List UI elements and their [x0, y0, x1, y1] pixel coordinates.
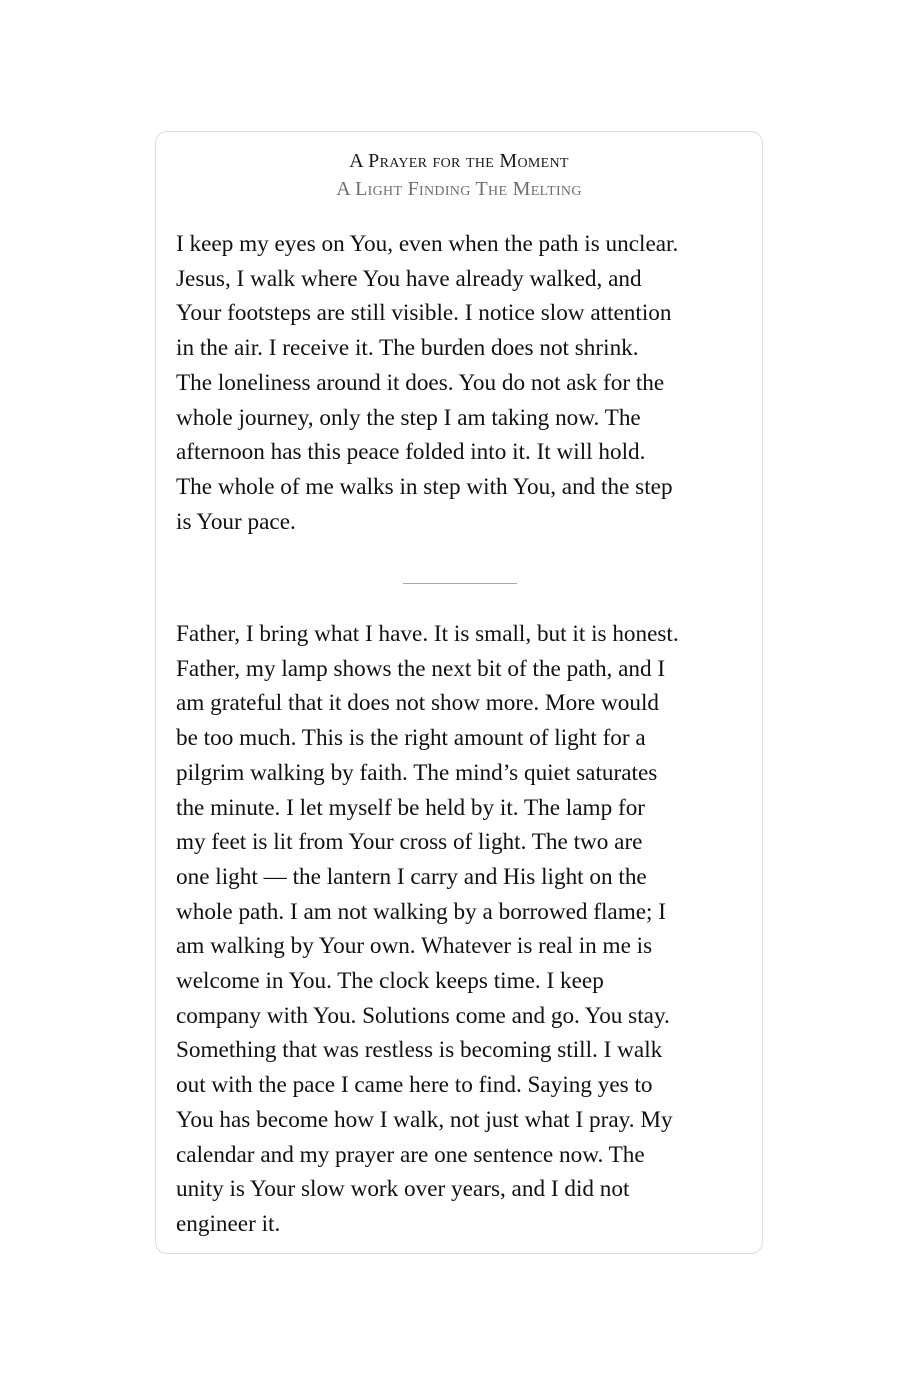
text-line: The whole of me walks in step with You, and the step — [176, 473, 673, 500]
text-line: engineer it. — [176, 1210, 281, 1237]
prayer-card — [155, 131, 763, 1254]
text-line: Father, I bring what I have. It is small, but it is honest. — [176, 621, 679, 647]
text-line: pilgrim walking by faith. The mind’s quiet saturates — [176, 759, 658, 786]
prayer-paragraph-1 — [176, 227, 678, 539]
text-line: unity is Your slow work over years, and I did not — [176, 1176, 630, 1203]
text-line: am grateful that it does not show more. More would — [176, 690, 659, 717]
prayer-paragraph-2 — [176, 617, 679, 1242]
text-line: The loneliness around it does. You do not ask for the — [176, 369, 665, 396]
text-line: Your footsteps are still visible. I notice slow attention — [176, 300, 672, 327]
text-line: out with the pace I came here to find. Saying yes to — [176, 1072, 653, 1099]
page-title: A Prayer for the Moment — [349, 150, 569, 172]
text-line: Jesus, I walk where You have already walked, and — [176, 265, 642, 292]
page-subtitle: A Light Finding The Melting — [336, 178, 582, 200]
text-line: Something that was restless is becoming still. I walk — [176, 1037, 663, 1064]
text-line: is Your pace. — [176, 508, 296, 535]
text-line: the minute. I let myself be held by it. The lamp for — [176, 794, 646, 821]
text-line: calendar and my prayer are one sentence now. The — [176, 1141, 645, 1168]
text-line: in the air. I receive it. The burden does not shrink. — [176, 335, 639, 362]
text-line: You has become how I walk, not just what I pray. My — [176, 1106, 673, 1133]
text-line: be too much. This is the right amount of light for a — [176, 725, 646, 752]
text-line: one light — the lantern I carry and His light on the — [176, 863, 647, 890]
text-line: company with You. Solutions come and go. You stay. — [176, 1002, 670, 1029]
text-line: my feet is lit from Your cross of light. The two are — [176, 829, 643, 856]
section-divider — [403, 583, 517, 584]
text-line: whole journey, only the step I am taking now. The — [176, 404, 641, 431]
text-line: Father, my lamp shows the next bit of the path, and I — [176, 655, 666, 682]
text-line: whole path. I am not walking by a borrowed flame; I — [176, 898, 667, 925]
text-line: I keep my eyes on You, even when the path is unclear. — [176, 231, 679, 257]
text-line: am walking by Your own. Whatever is real in me is — [176, 933, 653, 960]
text-line: afternoon has this peace folded into it. It will hold. — [176, 439, 646, 466]
text-line: welcome in You. The clock keeps time. I keep — [176, 968, 604, 995]
